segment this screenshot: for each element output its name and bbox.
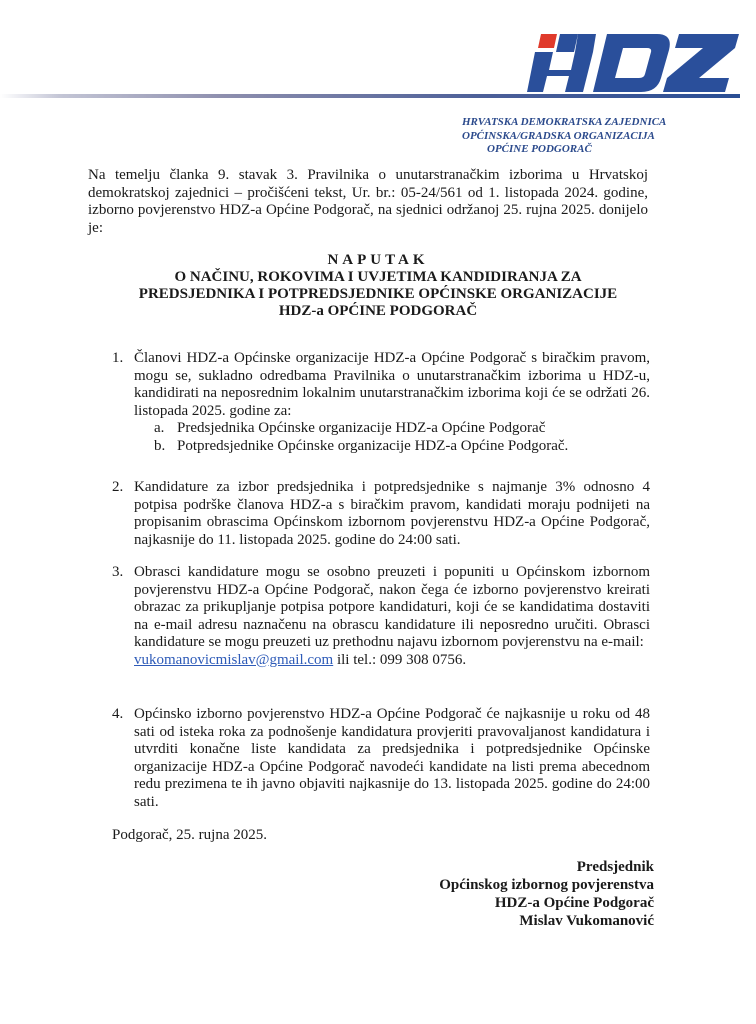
place-date: Podgorač, 25. rujna 2025. xyxy=(112,827,267,843)
item-text: Općinsko izborno povjerenstvo HDZ-a Općine Podgorač će najkasnije u roku od 48 sati od isteka roka za podnošenje kandidatura provjeriti pravovaljanost kandidatura i utvrditi konačne liste kandidata za predsjednika i potpredsjednike Općinske organizacije HDZ-a Općine Podgorač navodeći kandidate na listi prema abecednom redu prezimena te ih javno objaviti najkasnije do 13. listopada 2025. godine do 24:00 sati. xyxy=(134,706,650,810)
title-line: O NAČINU, ROKOVIMA I UVJETIMA KANDIDIRANJA ZA xyxy=(174,269,582,285)
logo-letter-z xyxy=(663,34,739,92)
list-item xyxy=(112,706,650,811)
title-line: HDZ-a OPĆINE PODGORAČ xyxy=(278,303,478,319)
signature-line: HDZ-a Općine Podgorač xyxy=(494,895,654,911)
logo-letter-d xyxy=(593,34,670,92)
item-number: 4. xyxy=(112,706,124,722)
sub-item-letter: a. xyxy=(154,420,165,436)
signature-line: Predsjednik xyxy=(576,859,654,875)
sub-item-letter: b. xyxy=(154,437,166,454)
item-text: Kandidature za izbor predsjednika i potpredsjednike s najmanje 3% odnosno 4 potpisa podrške članova HDZ-a s biračkim pravom, kandidati moraju podnijeti na propisanim obrascima Općinskom izbornom povjerenstvu HDZ-a Općine Podgorač, najkasnije do 11. listopada 2025. godine do 24:00 sati. xyxy=(134,479,650,548)
org-line: OPĆINSKA/GRADSKA ORGANIZACIJA xyxy=(462,129,655,142)
org-line: HRVATSKA DEMOKRATSKA ZAJEDNICA xyxy=(462,116,667,128)
item-number: 2. xyxy=(112,479,124,495)
sub-item-text: Predsjednika Općinske organizacije HDZ-a Općine Podgorač xyxy=(177,420,546,436)
title-heading: NAPUTAK xyxy=(327,252,429,268)
sub-item-text: Potpredsjednike Općinske organizacije HDZ-a Općine Podgorač. xyxy=(177,437,569,454)
list-item xyxy=(112,564,650,669)
item-text: Članovi HDZ-a Općinske organizacije HDZ-a Općine Podgorač s biračkim pravom, mogu se, sukladno odredbama Pravilnika o unutarstranačkim izborima u HDZ-u, kandidirati na neposrednim lokalnim unutarstranačkim izborima koji će se održati 26. listopada 2025. godine za: xyxy=(134,350,650,419)
hdz-logo-graphic xyxy=(527,30,739,92)
phone-text: ili tel.: 099 308 0756. xyxy=(333,651,467,668)
signature-line: Općinskog izbornog povjerenstva xyxy=(439,877,654,893)
document-title xyxy=(100,252,656,320)
logo-red-accent xyxy=(538,34,557,48)
signature-block xyxy=(439,858,654,930)
intro-paragraph: Na temelju članka 9. stavak 3. Pravilnika o unutarstranačkim izborima u Hrvatskoj demokratskoj zajednici – pročišćeni tekst, Ur. br.: 05-24/561 od 1. listopada 2024. godine, izborno povjerenstvo HDZ-a Općine Podgorač, na sjednici održanoj 25. rujna 2025. donijelo je: xyxy=(88,167,648,236)
title-line: PREDSJEDNIKA I POTPREDSJEDNIKE OPĆINSKE ORGANIZACIJE xyxy=(138,286,618,302)
item-number: 1. xyxy=(112,350,124,366)
hdz-logo xyxy=(527,30,739,92)
signature-name: Mislav Vukomanović xyxy=(519,913,654,929)
org-line: OPĆINE PODGORAČ xyxy=(487,143,592,155)
item-text-container xyxy=(134,564,650,669)
sub-item xyxy=(154,438,650,456)
item-number: 3. xyxy=(112,564,124,580)
sub-item xyxy=(154,420,650,438)
item-text: Obrasci kandidature mogu se osobno preuzeti i popuniti u Općinskom izbornom povjerenstvu HDZ-a Općine Podgorač, nakon čega će izborno povjerenstvo kreirati obrazac za prikupljanje potpisa potpore kandidaturi, koji će se kandidatima dostaviti na e-mail adresu naznačenu na obrascu kandidature ili neposredno uručiti. Obrasci kandidature se mogu preuzeti uz prethodnu najavu izbornom povjerenstvu na e-mail: xyxy=(134,564,650,650)
list-item xyxy=(112,479,650,549)
organization-header xyxy=(462,116,682,157)
header-divider xyxy=(0,94,740,98)
list-item xyxy=(112,350,650,455)
logo-letter-h xyxy=(527,52,593,92)
email-link[interactable]: vukomanovicmislav@gmail.com xyxy=(134,651,334,668)
